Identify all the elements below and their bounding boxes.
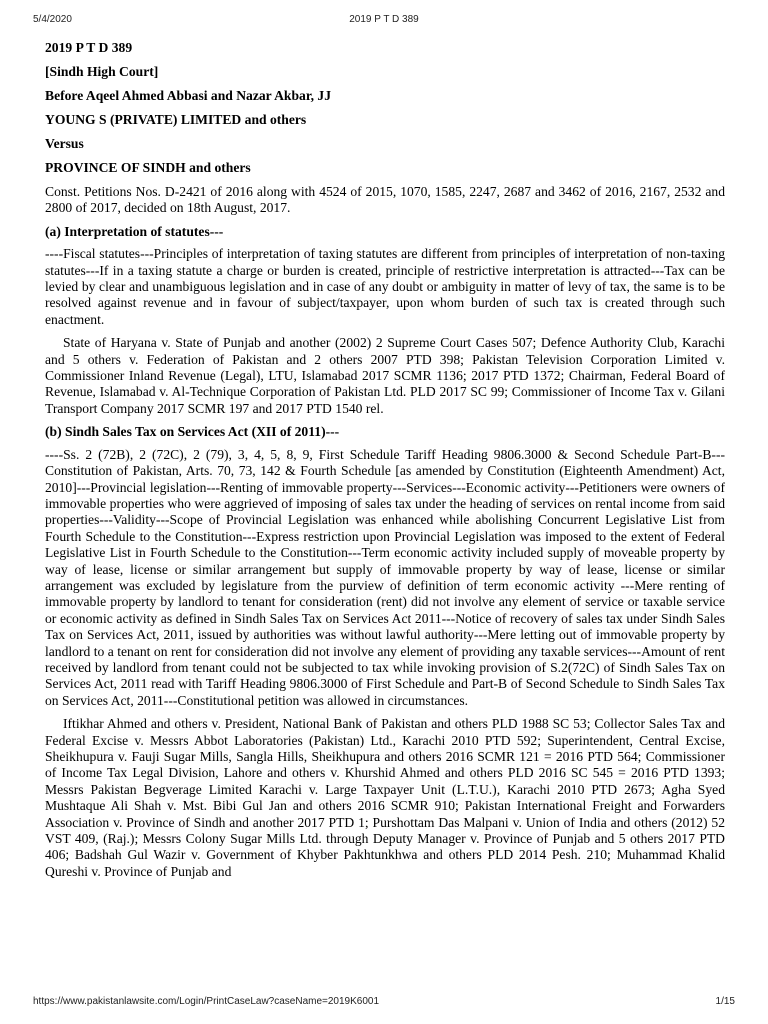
heading-a: (a) Interpretation of statutes--- — [45, 223, 224, 239]
heading-b: (b) Sindh Sales Tax on Services Act (XII of 2011)--- — [45, 424, 340, 440]
respondent: PROVINCE OF SINDH and others — [45, 160, 251, 175]
page-number: 1/15 — [715, 996, 735, 1007]
print-header — [33, 14, 735, 28]
print-title: 2019 P T D 389 — [349, 14, 419, 25]
petition-info: Const. Petitions Nos. D-2421 of 2016 along with 4524 of 2015, 1070, 1585, 2247, 2687 and 3462 of 2016, 2167, 2532 and 2800 of 2017, decided on 18th August, 2017. — [45, 184, 725, 216]
case-document — [45, 40, 725, 880]
page-url: https://www.pakistanlawsite.com/Login/PrintCaseLaw?caseName=2019K6001 — [33, 996, 380, 1007]
print-date: 5/4/2020 — [33, 14, 72, 25]
versus: Versus — [45, 136, 84, 151]
paragraph-a1: ----Fiscal statutes---Principles of interpretation of taxing statutes are different from principles of interpretation of non-taxing statutes---If in a taxing statute a charge or burden is created, principle of restrictive interpretation is attracted---Tax can be levied by clear and unambiguous legislation and in case of any doubt or ambiguity in matter of levy of tax, the same is to be resolved against revenue and in favour of subject/taxpayer, upon whom burden of such tax is created through such enactment. — [45, 246, 725, 327]
paragraph-b1: ----Ss. 2 (72B), 2 (72C), 2 (79), 3, 4, 5, 8, 9, First Schedule Tariff Heading 9806.3000 & Second Schedule Part-B---Constitution of Pakistan, Arts. 70, 73, 142 & Fourth Schedule [as amended by Constitution (Eighteenth Amendment) Act, 2010]---Provincial legislation---Renting of immovable property---Services---Economic activity---Petitioners were owners of immovable properties who were aggrieved of imposing of sales tax under the heading of services on rental income from said properties---Validity---Scope of Provincial Legislation was enhanced while abolishing Concurrent Legislative List from Fourth Schedule to the Constitution---Express restriction upon Provincial Legislation was imposed to the extent of Federal Legislative List in Fourth Schedule to the Constitution---Term economic activity included supply of moveable property by way of lease, license or similar arrangement but supply of immovable property by way of lease, license or similar arrangement was excluded by legislature from the purview of definition of term economic activity ---Mere renting of immovable property by landlord to tenant for consideration (rent) did not involve any element of service or taxable service or economic activity as defined in Sindh Sales Tax on Services Act 2011---Notice of recovery of sales tax under Sindh Sales Tax on Services Act, 2011, issued by authorities was without lawful authority---Mere letting out of immovable property by landlord to a tenant on rent for consideration did not involve any element of providing any taxable services---Amount of rent received by landlord from tenant could not be subjected to tax while invoking provision of S.2(72C) of Sindh Sales Tax on Services Act, 2011 read with Tariff Heading 9806.3000 of First Schedule and Part-B of Second Schedule to Sindh Sales Tax on Services Act, 2011---Constitutional petition was allowed in circumstances. — [45, 446, 725, 708]
petitioner: YOUNG S (PRIVATE) LIMITED and others — [45, 112, 307, 127]
bench: Before Aqeel Ahmed Abbasi and Nazar Akbar, JJ — [45, 88, 332, 103]
paragraph-a2: State of Haryana v. State of Punjab and another (2002) 2 Supreme Court Cases 507; Defence Authority Club, Karachi and 5 others v. Federation of Pakistan and 2 others 2007 PTD 398; Pakistan Television Corporation Limited v. Commissioner Inland Revenue (Legal), LTU, Islamabad 2017 SCMR 1136; 2017 PTD 1372; Chairman, Federal Board of Revenue, Islamabad v. Al-Technique Corporation of Pakistan Ltd. PLD 2017 SC 99; Commissioner of Income Tax v. Gilani Transport Company 2017 SCMR 197 and 2017 PTD 1540 rel. — [45, 335, 725, 416]
court-name: [Sindh High Court] — [45, 64, 159, 79]
paragraph-b2: Iftikhar Ahmed and others v. President, National Bank of Pakistan and others PLD 1988 SC 53; Collector Sales Tax and Federal Excise v. Messrs Abbot Laboratories (Pakistan) Ltd., Karachi 2010 PTD 592; Superintendent, Central Excise, Sheikhupura v. Fauji Sugar Mills, Sangla Hills, Sheikhupura and others 2016 SCMR 121 = 2016 PTD 564; Commissioner of Income Tax Legal Division, Lahore and others v. Khurshid Ahmed and others PLD 2016 SC 545 = 2016 PTD 1393; Messrs Pakistan Begverage Limited Karachi v. Large Taxpayer Unit (L.T.U.), Karachi 2010 PTD 2673; Agha Syed Mushtaque Ali Shah v. Mst. Bibi Gul Jan and others 2016 SCMR 910; Pakistan International Freight and Forwarders Association v. Province of Sindh and another 2017 PTD 1; Purshottam Das Malpani v. Union of India and others (2012) 52 VST 409, (Raj.); Messrs Colony Sugar Mills Ltd. through Deputy Manager v. Province of Punjab and 5 others 2017 PTD 406; Badshah Gul Wazir v. Government of Khyber Pakhtunkhwa and others PLD 2014 Pesh. 210; Muhammad Khalid Qureshi v. Province of Punjab and — [45, 716, 725, 879]
case-citation: 2019 P T D 389 — [45, 40, 133, 55]
